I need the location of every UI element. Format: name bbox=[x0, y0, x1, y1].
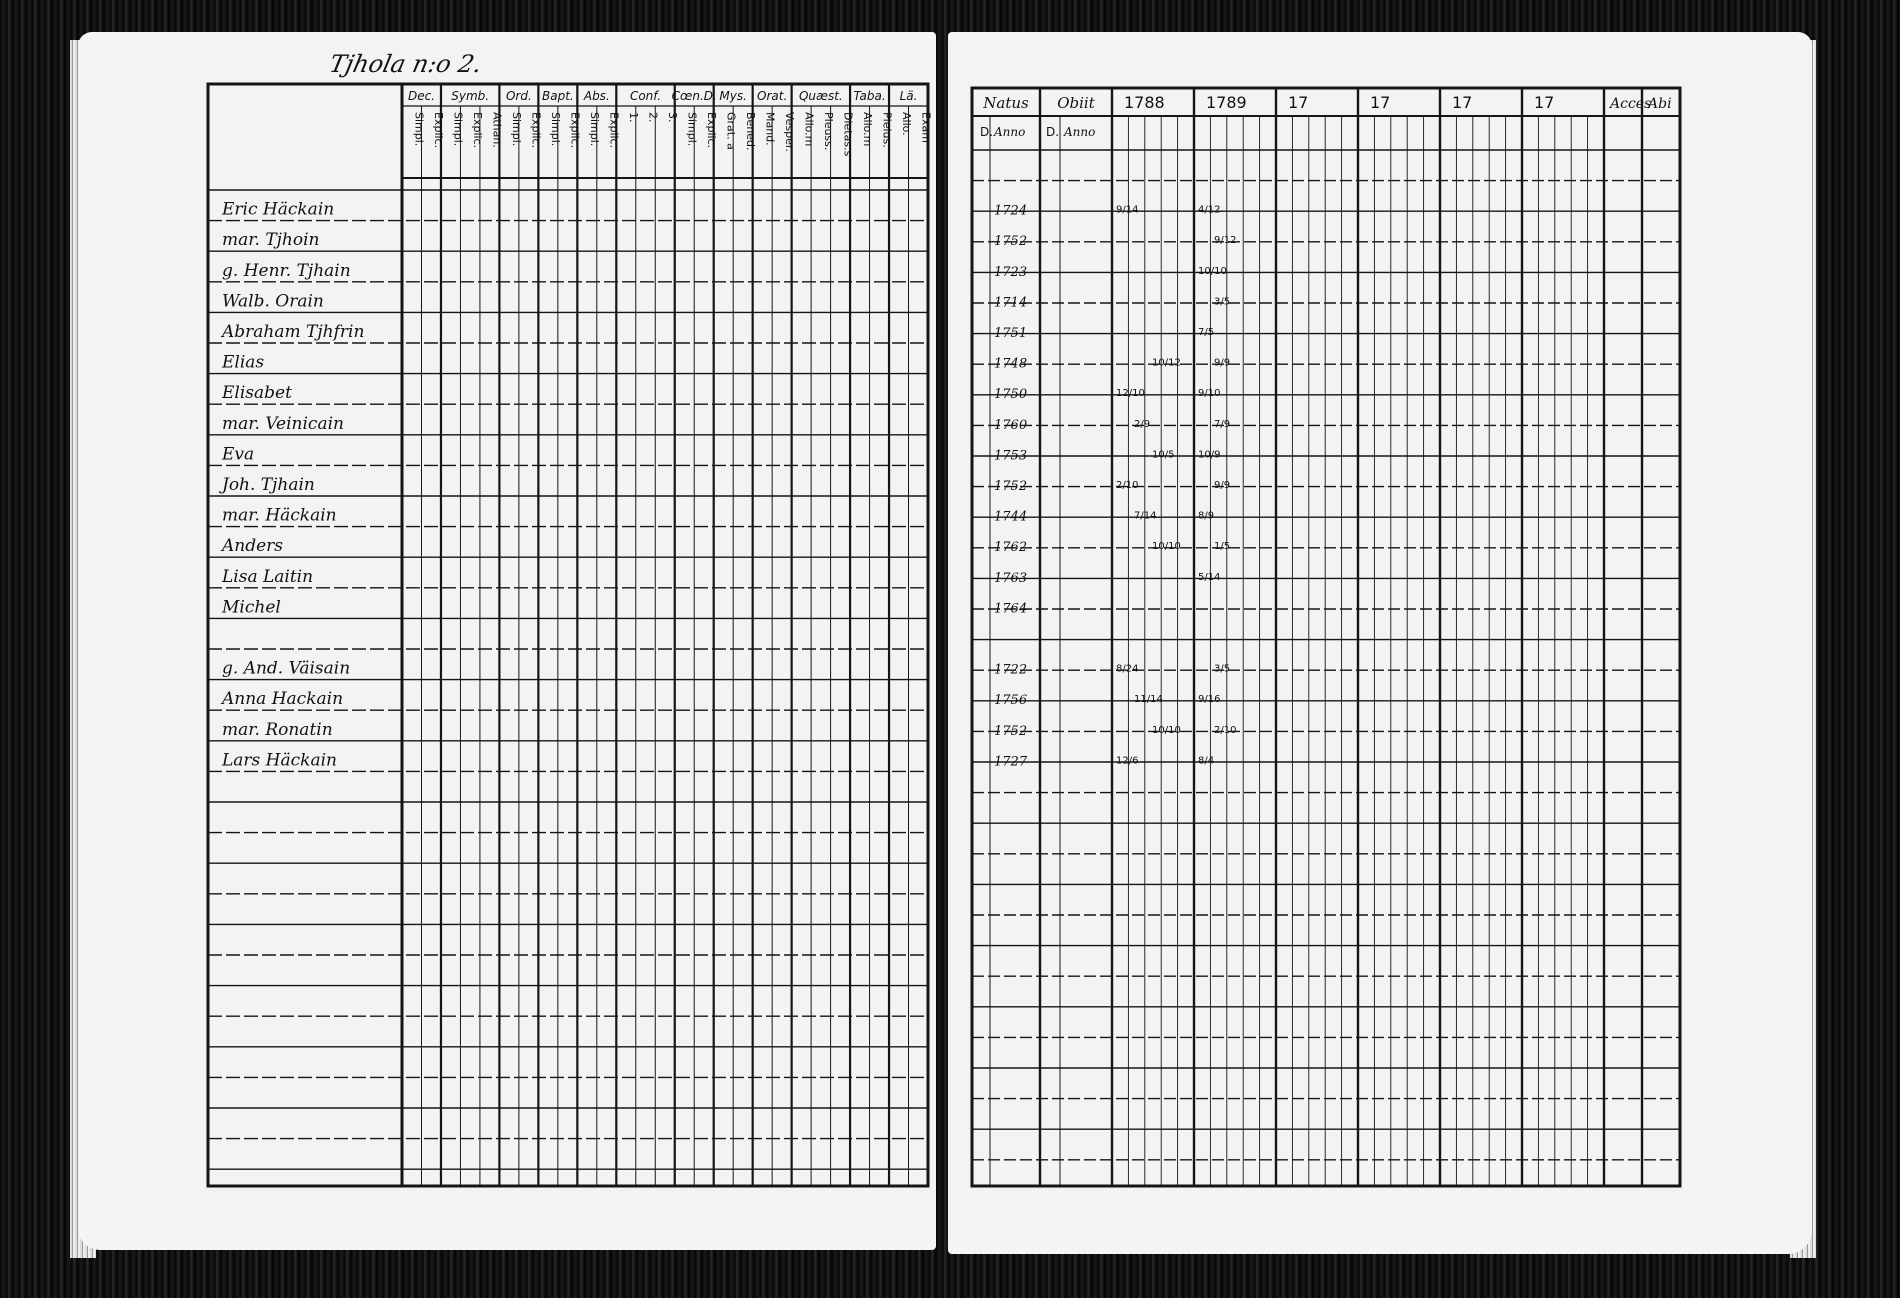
mark-1789: 4/12 bbox=[1198, 204, 1221, 216]
birth-year: 1752 bbox=[994, 479, 1028, 494]
birth-year: 1764 bbox=[994, 601, 1028, 617]
birth-year: 1723 bbox=[994, 264, 1028, 280]
birth-year: 1727 bbox=[994, 754, 1028, 770]
member-name: Lars Häckain bbox=[222, 750, 337, 771]
natus-year-head: Anno bbox=[994, 125, 1026, 139]
mark-1789: 3/5 bbox=[1214, 296, 1231, 308]
left-column-head: Symb. bbox=[451, 89, 490, 103]
left-subcolumn-label: Allo.m bbox=[860, 112, 874, 147]
left-subcolumn-label: Pleius. bbox=[880, 112, 894, 148]
left-column-head: Abs. bbox=[583, 89, 610, 103]
right-table-frame bbox=[972, 88, 1680, 1186]
mark-1789: 3/5 bbox=[1214, 663, 1231, 675]
left-subcolumn-label: Simpl. bbox=[685, 112, 699, 147]
left-subcolumn-label: Explic. bbox=[471, 112, 485, 149]
mark-1789: 9/10 bbox=[1198, 388, 1221, 400]
left-subcolumn-label: Explic. bbox=[704, 112, 718, 149]
left-column-head: Mys. bbox=[719, 89, 747, 103]
birth-year: 1744 bbox=[994, 509, 1028, 525]
mark-1789: 10/9 bbox=[1198, 449, 1221, 461]
mark-1788: 7/14 bbox=[1134, 510, 1157, 522]
year-head: 1789 bbox=[1206, 93, 1247, 112]
natus-head: Natus bbox=[983, 94, 1029, 112]
mark-1789: 7/9 bbox=[1214, 418, 1231, 430]
mark-1788: 8/24 bbox=[1116, 663, 1139, 675]
left-column-head: Cœn.D. bbox=[671, 89, 717, 103]
mark-1789: 9/9 bbox=[1214, 480, 1231, 491]
left-subcolumn-label: 3. bbox=[666, 112, 679, 123]
left-subcolumn-label: Pleuss. bbox=[821, 112, 835, 151]
left-subcolumn-label: 2. bbox=[646, 112, 660, 123]
birth-year: 1760 bbox=[994, 417, 1028, 433]
member-name: Elias bbox=[222, 352, 265, 373]
member-name: Walb. Orain bbox=[222, 291, 324, 312]
member-name: Eric Häckain bbox=[222, 199, 335, 220]
year-head: 1788 bbox=[1124, 93, 1165, 112]
left-subcolumn-label: Explic. bbox=[529, 112, 543, 149]
year-head: 17 bbox=[1370, 93, 1391, 112]
birth-year: 1756 bbox=[994, 693, 1028, 709]
left-subcolumn-label: Mand. bbox=[763, 112, 777, 146]
member-name: Joh. Tjhain bbox=[222, 475, 315, 495]
member-name: Elisabet bbox=[222, 383, 292, 404]
mark-1788: 11/14 bbox=[1134, 694, 1163, 706]
left-subcolumn-label: Grat. a bbox=[724, 112, 738, 150]
left-column-head: Taba. bbox=[853, 89, 886, 103]
left-subcolumn-label: Simpl. bbox=[412, 112, 426, 147]
left-column-head: Ord. bbox=[505, 89, 532, 103]
mark-1789: 10/10 bbox=[1198, 265, 1227, 277]
mark-1788: 10/5 bbox=[1152, 449, 1175, 461]
birth-year: 1751 bbox=[994, 326, 1028, 341]
left-subcolumn-label: Explic. bbox=[432, 112, 446, 149]
left-subcolumn-label: Exam bbox=[919, 112, 933, 143]
left-column-head: Dec. bbox=[407, 89, 436, 103]
birth-year: 1763 bbox=[994, 570, 1028, 586]
birth-year: 1750 bbox=[994, 387, 1028, 403]
left-subcolumn-label: Simpl. bbox=[510, 112, 524, 147]
mark-1788: 2/10 bbox=[1116, 480, 1139, 491]
mark-1789: 5/14 bbox=[1198, 571, 1221, 583]
left-subcolumn-label: Allo.m bbox=[802, 112, 816, 147]
abiit-head: Abi bbox=[1648, 96, 1672, 112]
member-name: mar. Veinicain bbox=[222, 413, 344, 434]
mark-1788: 10/10 bbox=[1152, 541, 1181, 553]
mark-1789: 8/4 bbox=[1198, 755, 1215, 767]
year-head: 17 bbox=[1452, 93, 1473, 112]
mark-1788: 2/9 bbox=[1134, 418, 1151, 430]
left-subcolumn-label: 1. bbox=[627, 112, 641, 123]
mark-1789: 8/9 bbox=[1198, 510, 1215, 522]
mark-1788: 10/10 bbox=[1152, 724, 1181, 736]
obiit-year-head: Anno bbox=[1064, 125, 1096, 139]
left-subcolumn-label: Simpl. bbox=[549, 112, 563, 147]
member-name: Abraham Tjhfrin bbox=[222, 322, 365, 342]
birth-year: 1752 bbox=[994, 723, 1028, 739]
left-subcolumn-label: Dietas.s bbox=[841, 112, 855, 157]
member-name: Anna Hackain bbox=[222, 689, 344, 710]
obiit-head: Obiit bbox=[1057, 94, 1095, 112]
member-name: Anders bbox=[222, 536, 284, 557]
mark-1789: 9/12 bbox=[1214, 235, 1237, 247]
member-name: g. Henr. Tjhain bbox=[222, 260, 351, 281]
year-head: 17 bbox=[1288, 93, 1309, 112]
left-subcolumn-label: Vesper. bbox=[782, 112, 796, 152]
member-name: mar. Häckain bbox=[222, 505, 337, 526]
left-subcolumn-label: Athan. bbox=[490, 112, 504, 148]
page-title: Tjhola n:o 2. bbox=[327, 50, 485, 78]
left-column-head: Quæst. bbox=[798, 89, 843, 103]
left-column-head: Orat. bbox=[757, 89, 788, 103]
mark-1788: 10/12 bbox=[1152, 357, 1181, 369]
left-column-head: Lä. bbox=[899, 89, 918, 103]
mark-1789: 9/16 bbox=[1198, 694, 1221, 706]
member-name: mar. Tjhoin bbox=[222, 230, 320, 251]
birth-year: 1753 bbox=[994, 448, 1028, 464]
birth-year: 1748 bbox=[994, 356, 1028, 372]
left-column-head: Conf. bbox=[629, 89, 662, 103]
member-name: Eva bbox=[222, 444, 255, 465]
accessit-head: Acces bbox=[1610, 96, 1652, 112]
birth-year: 1752 bbox=[994, 234, 1028, 250]
mark-1788: 9/14 bbox=[1116, 204, 1139, 216]
left-subcolumn-label: Simpl. bbox=[451, 112, 465, 147]
left-subcolumn-label: Bened. bbox=[743, 112, 757, 151]
left-subcolumn-label: Explic. bbox=[607, 112, 621, 149]
member-name: g. And. Väisain bbox=[222, 658, 351, 679]
birth-year: 1714 bbox=[994, 295, 1028, 311]
mark-1789: 1/5 bbox=[1214, 541, 1231, 553]
member-name: mar. Ronatin bbox=[222, 719, 333, 740]
birth-year: 1762 bbox=[994, 540, 1028, 556]
birth-year: 1722 bbox=[994, 662, 1028, 678]
left-subcolumn-label: Allo. bbox=[899, 112, 913, 136]
birth-year: 1724 bbox=[994, 203, 1028, 219]
member-name: Michel bbox=[222, 597, 281, 618]
mark-1788: 12/6 bbox=[1116, 755, 1139, 767]
mark-1789: 2/10 bbox=[1214, 724, 1237, 736]
left-subcolumn-label: Explic. bbox=[568, 112, 582, 149]
mark-1789: 7/5 bbox=[1198, 327, 1215, 338]
member-name: Lisa Laitin bbox=[222, 566, 314, 587]
obiit-day-head: D. bbox=[1046, 125, 1060, 139]
mark-1788: 12/10 bbox=[1116, 388, 1145, 400]
natus-day-head: D. bbox=[980, 125, 994, 139]
left-subcolumn-label: Simpl. bbox=[588, 112, 602, 147]
left-column-head: Bapt. bbox=[541, 89, 574, 103]
mark-1789: 9/9 bbox=[1214, 357, 1231, 369]
year-head: 17 bbox=[1534, 93, 1555, 112]
